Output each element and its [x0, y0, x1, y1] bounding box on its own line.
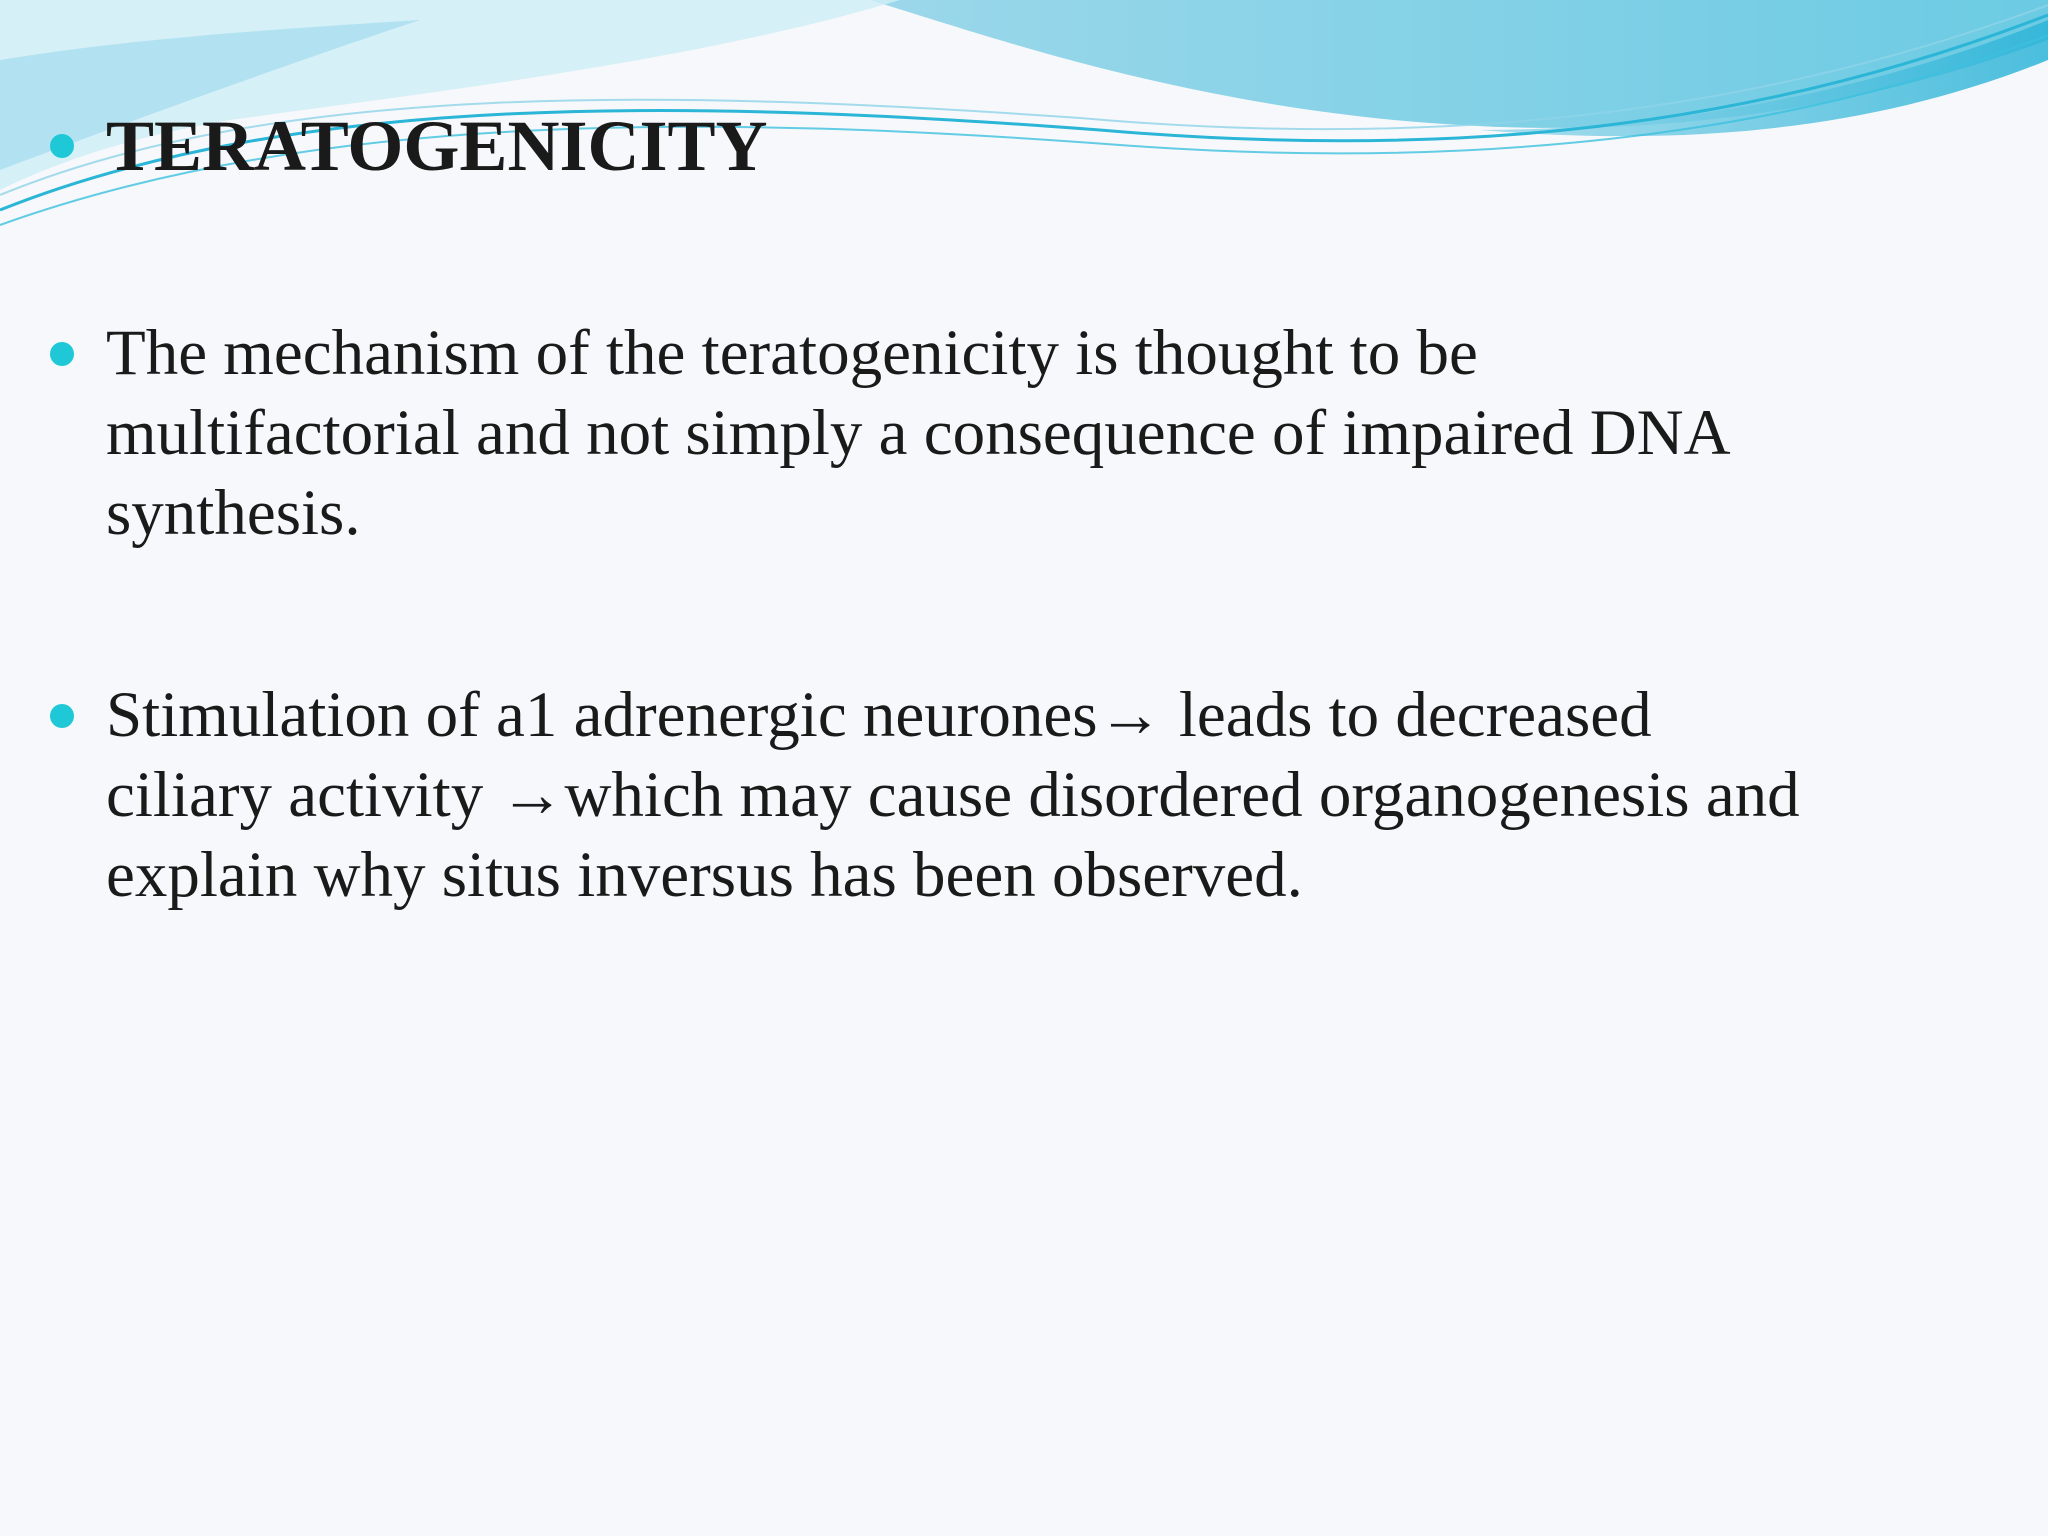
bullet-2-line-3: explain why situs inversus has been observed. — [106, 839, 1303, 911]
bullet-1-line-3: synthesis. — [106, 477, 361, 549]
bullet-dot-heading — [50, 134, 74, 158]
bullet-2-line-2: ciliary activity →which may cause disordered organogenesis and — [106, 759, 1800, 831]
bullet-text-1 — [106, 313, 1731, 553]
bullet-1-line-1: The mechanism of the teratogenicity is thought to be — [106, 317, 1478, 389]
slide-title: TERATOGENICITY — [106, 106, 768, 186]
bullet-dot-1 — [50, 342, 74, 366]
bullet-1-line-2: multifactorial and not simply a consequence of impaired DNA — [106, 397, 1731, 469]
bullet-2-line-1: Stimulation of a1 adrenergic neurones→ leads to decreased — [106, 679, 1652, 751]
bullet-dot-2 — [50, 704, 74, 728]
bullet-text-2 — [106, 675, 1800, 915]
